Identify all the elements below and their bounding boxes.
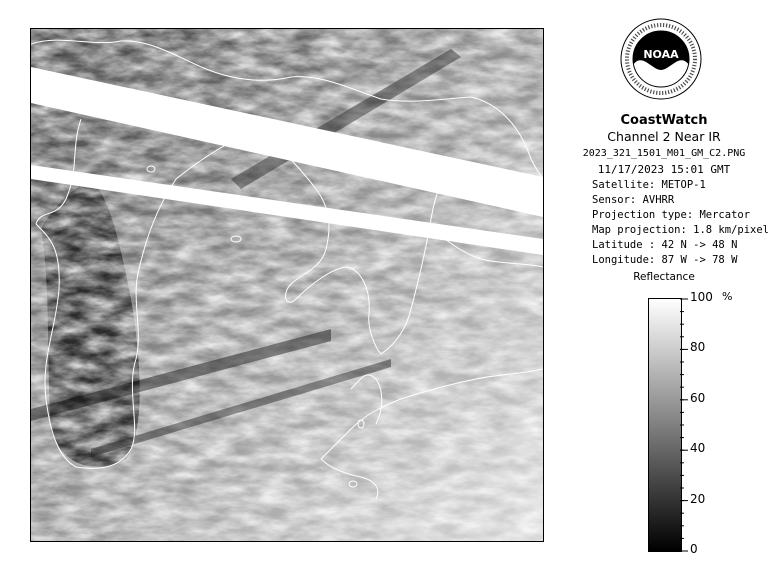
map-svg bbox=[31, 29, 543, 541]
projection-type-label: Projection type: Mercator bbox=[592, 209, 751, 221]
colorbar-tick-label: 20 bbox=[690, 491, 706, 506]
satellite-image bbox=[30, 28, 544, 542]
noaa-logo-text: NOAA bbox=[643, 48, 679, 61]
colorbar-title: Reflectance bbox=[633, 271, 695, 283]
sensor-label: Sensor: AVHRR bbox=[592, 194, 675, 206]
noaa-logo-svg bbox=[620, 18, 702, 100]
satellite-label: Satellite: METOP-1 bbox=[592, 179, 706, 191]
map-projection-label: Map projection: 1.8 km/pixel bbox=[592, 224, 770, 236]
brand-title: CoastWatch bbox=[620, 113, 708, 128]
colorbar-tick-label: 100 bbox=[690, 290, 713, 304]
latitude-label: Latitude : 42 N -> 48 N bbox=[592, 239, 738, 251]
colorbar-tick-label: 40 bbox=[690, 441, 706, 456]
filename-label: 2023_321_1501_M01_GM_C2.PNG bbox=[582, 148, 746, 159]
colorbar-ticks bbox=[680, 298, 692, 552]
colorbar-tick-label: 0 bbox=[690, 542, 698, 556]
noaa-logo bbox=[620, 18, 702, 100]
colorbar bbox=[648, 298, 682, 552]
colorbar-unit: % bbox=[722, 290, 733, 303]
longitude-label: Longitude: 87 W -> 78 W bbox=[592, 254, 738, 266]
colorbar-tick-label: 60 bbox=[690, 390, 706, 405]
channel-label: Channel 2 Near IR bbox=[607, 129, 721, 144]
colorbar-tick-label: 80 bbox=[690, 340, 706, 355]
datetime-label: 11/17/2023 15:01 GMT bbox=[597, 163, 731, 176]
